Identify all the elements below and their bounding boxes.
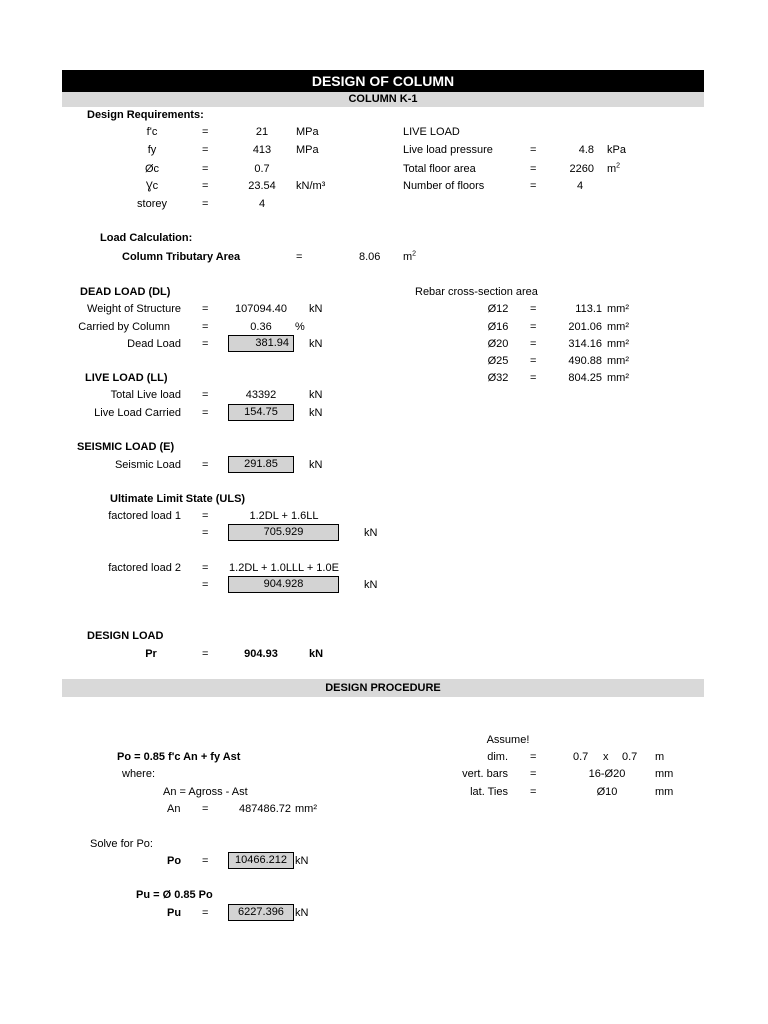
assume-bars-eq: = [530, 768, 537, 780]
dl-label-carried: Carried by Column [78, 321, 170, 333]
assume-dim-b: 0.7 [622, 751, 638, 763]
rebar-value-32: 804.25 [568, 372, 602, 384]
assume-dim-unit: m [655, 751, 665, 763]
live-load-heading: LIVE LOAD [403, 126, 460, 138]
uls-heading: Ultimate Limit State (ULS) [110, 493, 246, 505]
req-unit-fy: MPa [296, 144, 319, 156]
seismic-value: 291.85 [228, 456, 294, 473]
design-procedure-heading: DESIGN PROCEDURE [62, 679, 704, 697]
req-value-fc: 21 [255, 126, 269, 138]
pu-unit: kN [295, 907, 309, 919]
assume-ties-eq: = [530, 786, 537, 798]
design-load-eq: = [202, 648, 209, 660]
ll-eq-floors: = [530, 180, 537, 192]
uls-f1-unit: kN [364, 527, 378, 539]
uls-f2-eq: = [202, 562, 209, 574]
rebar-unit-20: mm² [607, 338, 629, 350]
ll-label-floors: Number of floors [403, 180, 485, 192]
req-value-phic: 0.7 [254, 163, 270, 175]
dl-label-dead-load: Dead Load [127, 338, 181, 350]
rebar-label-12: Ø12 [487, 303, 509, 315]
dl-unit-weight: kN [309, 303, 323, 315]
tributary-area-eq: = [296, 251, 303, 263]
tributary-area-label: Column Tributary Area [122, 251, 241, 263]
po-label: Po [167, 855, 182, 867]
req-label-storey: storey [137, 198, 167, 210]
req-eq-fy: = [202, 144, 209, 156]
req-label-fc: f'c [146, 126, 158, 138]
assume-dim-x: x [603, 751, 609, 763]
assume-dim-label: dim. [487, 751, 508, 763]
req-eq-gammac: = [202, 180, 209, 192]
req-value-gammac: 23.54 [248, 180, 276, 192]
rebar-unit-32: mm² [607, 372, 629, 384]
seismic-eq: = [202, 459, 209, 471]
load-calc-heading: Load Calculation: [100, 232, 193, 244]
uls-f1-formula: 1.2DL + 1.6LL [249, 510, 319, 522]
lll-label-carried: Live Load Carried [94, 407, 181, 419]
seismic-heading: SEISMIC LOAD (E) [77, 441, 175, 453]
ll-unit-floor-area: $m^2$ [607, 162, 621, 175]
rebar-heading: Rebar cross-section area [415, 286, 538, 298]
an-formula: An = Agross - Ast [163, 786, 248, 798]
dl-unit-carried: % [295, 321, 305, 333]
an-eq: = [202, 803, 209, 815]
ll-label-floor-area: Total floor area [403, 163, 476, 175]
rebar-value-16: 201.06 [568, 321, 602, 333]
an-unit: mm² [295, 803, 317, 815]
design-load-heading: DESIGN LOAD [87, 630, 164, 642]
po-unit: kN [295, 855, 309, 867]
ll-value-floors: 4 [576, 180, 584, 192]
assume-ties-unit: mm [655, 786, 674, 798]
ll-value-floor-area: 2260 [569, 163, 594, 175]
rebar-eq-25: = [530, 355, 537, 367]
tributary-area-value: 8.06 [359, 251, 381, 263]
requirements-heading: Design Requirements: [87, 109, 204, 121]
ll-value-pressure: 4.8 [578, 144, 594, 156]
assume-bars-label: vert. bars [462, 768, 508, 780]
assume-ties-label: lat. Ties [470, 786, 508, 798]
rebar-label-20: Ø20 [487, 338, 509, 350]
dl-eq-carried: = [202, 321, 209, 333]
dl-value-weight: 107094.40 [235, 303, 287, 315]
dl-eq-dead-load: = [202, 338, 209, 350]
design-load-unit: kN [309, 648, 324, 660]
po-value: 10466.212 [228, 852, 294, 869]
req-label-gammac: Ɣc [145, 180, 159, 192]
uls-f1-eq2: = [202, 527, 209, 539]
lll-eq-total: = [202, 389, 209, 401]
rebar-eq-32: = [530, 372, 537, 384]
lll-value-total: 43392 [245, 389, 277, 401]
rebar-value-25: 490.88 [568, 355, 602, 367]
dead-load-heading: DEAD LOAD (DL) [80, 286, 171, 298]
dl-value-carried: 0.36 [250, 321, 272, 333]
ll-eq-floor-area: = [530, 163, 537, 175]
req-unit-gammac: kN/m³ [296, 180, 326, 192]
dl-label-weight: Weight of Structure [87, 303, 181, 315]
column-subtitle: COLUMN K-1 [62, 92, 704, 107]
rebar-unit-16: mm² [607, 321, 629, 333]
an-label: An [167, 803, 181, 815]
lll-unit-carried: kN [309, 407, 323, 419]
ll-eq-pressure: = [530, 144, 537, 156]
design-load-value: 904.93 [244, 648, 278, 660]
design-load-label: Pr [145, 648, 157, 660]
assume-dim-a: 0.7 [573, 751, 589, 763]
uls-f2-eq2: = [202, 579, 209, 591]
rebar-eq-12: = [530, 303, 537, 315]
po-eq: = [202, 855, 209, 867]
req-label-phic: Øc [144, 163, 160, 175]
po-formula: Po = 0.85 f'c An + fy Ast [117, 751, 241, 763]
assume-dim-eq: = [530, 751, 537, 763]
dl-eq-weight: = [202, 303, 209, 315]
req-eq-fc: = [202, 126, 209, 138]
assume-ties-value: Ø10 [596, 786, 618, 798]
uls-f2-value: 904.928 [228, 576, 339, 593]
rebar-label-25: Ø25 [487, 355, 509, 367]
rebar-eq-20: = [530, 338, 537, 350]
seismic-unit: kN [309, 459, 323, 471]
ll-unit-pressure: kPa [607, 144, 626, 156]
lll-value-carried: 154.75 [228, 404, 294, 421]
page-title: DESIGN OF COLUMN [62, 70, 704, 92]
rebar-unit-12: mm² [607, 303, 629, 315]
uls-f2-label: factored load 2 [108, 562, 181, 574]
dl-unit-dead-load: kN [309, 338, 323, 350]
pu-label: Pu [167, 907, 182, 919]
an-value: 487486.72 [239, 803, 291, 815]
pu-value: 6227.396 [228, 904, 294, 921]
assume-heading: Assume! [486, 734, 530, 746]
where-label: where: [122, 768, 156, 780]
uls-f1-label: factored load 1 [108, 510, 181, 522]
rebar-label-32: Ø32 [487, 372, 509, 384]
rebar-value-20: 314.16 [568, 338, 602, 350]
live-load-ll-heading: LIVE LOAD (LL) [85, 372, 168, 384]
req-eq-storey: = [202, 198, 209, 210]
lll-unit-total: kN [309, 389, 323, 401]
uls-f1-value: 705.929 [228, 524, 339, 541]
rebar-value-12: 113.1 [575, 303, 602, 315]
pu-eq: = [202, 907, 209, 919]
seismic-label: Seismic Load [114, 459, 181, 471]
lll-label-total: Total Live load [110, 389, 181, 401]
req-eq-phic: = [202, 163, 209, 175]
tributary-area-unit: $m^2$ [403, 250, 417, 263]
rebar-eq-16: = [530, 321, 537, 333]
lll-eq-carried: = [202, 407, 209, 419]
req-value-storey: 4 [258, 198, 266, 210]
solve-po-label: Solve for Po: [90, 838, 153, 850]
rebar-unit-25: mm² [607, 355, 629, 367]
pu-formula: Pu = Ø 0.85 Po [136, 889, 213, 901]
dl-value-dead-load: 381.94 [228, 335, 294, 352]
req-label-fy: fy [147, 144, 157, 156]
uls-f2-formula: 1.2DL + 1.0LLL + 1.0E [229, 562, 339, 574]
req-unit-fc: MPa [296, 126, 319, 138]
assume-bars-unit: mm [655, 768, 674, 780]
uls-f2-unit: kN [364, 579, 378, 591]
rebar-label-16: Ø16 [487, 321, 509, 333]
assume-bars-value: 16-Ø20 [588, 768, 626, 780]
uls-f1-eq: = [202, 510, 209, 522]
req-value-fy: 413 [252, 144, 272, 156]
ll-label-pressure: Live load pressure [403, 144, 493, 156]
